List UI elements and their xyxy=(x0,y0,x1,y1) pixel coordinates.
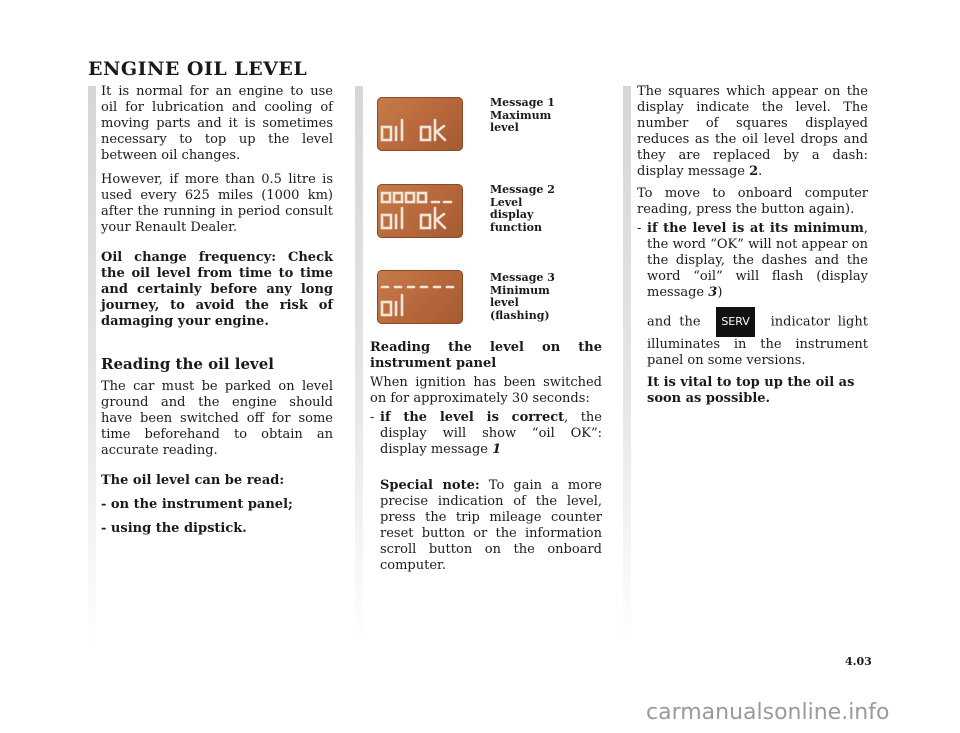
paragraph: It is normal for an engine to use oil for lubrication and cooling of moving parts and it is sometimes necessary to top up the level between oil changes. xyxy=(101,84,333,163)
subheading: Reading the level on the instrument panel xyxy=(370,340,602,371)
message-2-caption: Message 2 Level display function xyxy=(490,183,555,234)
page-title: ENGINE OIL LEVEL xyxy=(88,58,308,80)
column-divider xyxy=(355,86,363,646)
column-right xyxy=(637,84,868,407)
lcd-display-message-3 xyxy=(377,270,463,324)
column-divider xyxy=(88,86,96,646)
watermark: carmanualsonline.info xyxy=(646,700,890,725)
paragraph-bold: It is vital to top up the oil as soon as possible. xyxy=(647,375,855,406)
paragraph: The car must be parked on level ground and the engine should have been switched off for some time beforehand to obtain an accurate reading. xyxy=(101,379,333,458)
lcd-display-message-2 xyxy=(377,184,463,238)
paragraph-bold: The oil level can be read: xyxy=(101,473,285,488)
message-3-caption: Message 3 Minimum level (flashing) xyxy=(490,271,555,322)
special-note: Special note: To gain a more precise indication of the level, press the trip mileage counter reset button or the information scroll button on the onboard computer. xyxy=(380,478,602,573)
serv-warning-icon: SERV xyxy=(716,307,755,337)
paragraph-bold: Oil change frequency: Check the oil level from time to time and certainly before any long journey, to avoid the risk of damaging your engine. xyxy=(101,250,333,329)
list-item: - using the dipstick. xyxy=(101,521,247,536)
lcd-display-message-1 xyxy=(377,97,463,151)
paragraph: To move to onboard computer reading, press the button again). xyxy=(637,186,868,217)
page-number: 4.03 xyxy=(845,655,872,668)
column-middle xyxy=(370,340,602,574)
section-heading: Reading the oil level xyxy=(101,355,274,373)
serv-indicator-paragraph: and the SERV indicator light illuminates in the instrument panel on some versions. xyxy=(647,307,868,369)
list-item: - if the level is at its minimum, the word “OK” will not appear on the display, the dashes and the word “oil” will flash (display message 3) xyxy=(637,221,868,300)
paragraph: However, if more than 0.5 litre is used every 625 miles (1000 km) after the running in period consult your Renault Dealer. xyxy=(101,172,333,235)
column-left xyxy=(101,84,333,545)
list-item: - on the instrument panel; xyxy=(101,497,293,512)
list-item: - if the level is correct, the display will show “oil OK”: display message 1 xyxy=(370,410,602,457)
paragraph: When ignition has been switched on for approximately 30 seconds: xyxy=(370,375,602,406)
paragraph: The squares which appear on the display indicate the level. The number of squares displayed reduces as the oil level drops and they are replaced by a dash: display message 2. xyxy=(637,84,868,179)
message-1-caption: Message 1 Maximum level xyxy=(490,96,555,134)
column-divider xyxy=(623,86,631,646)
